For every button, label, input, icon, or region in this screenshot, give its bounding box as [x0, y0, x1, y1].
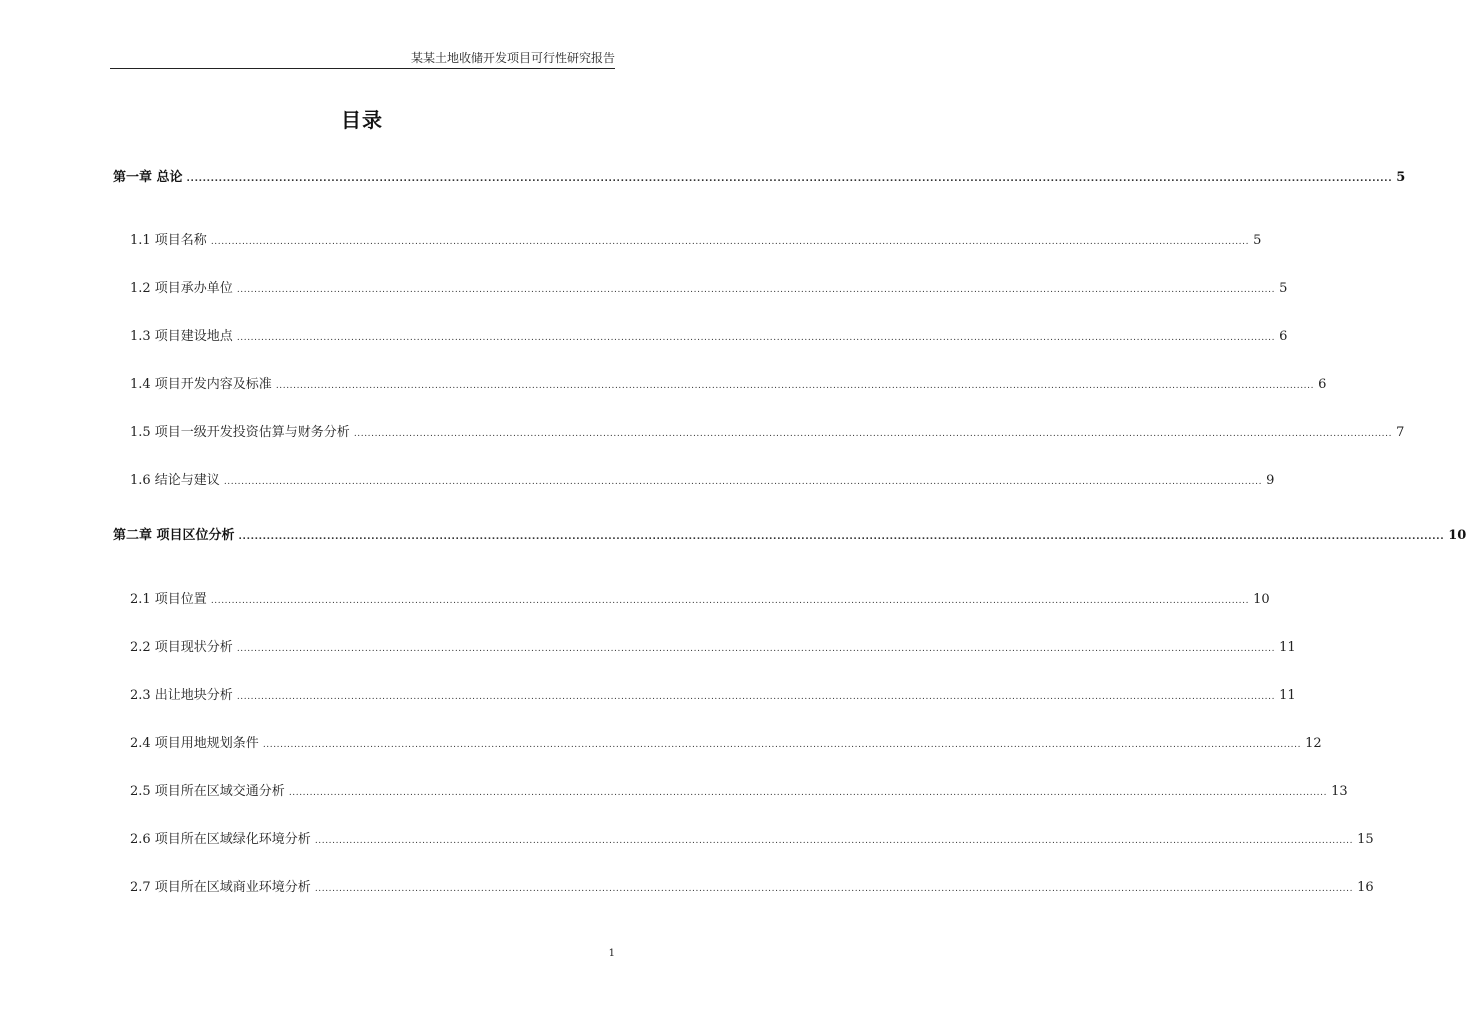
toc-leader-dots: ............................................................................................................................................................................................................................................................................................................ — [223, 477, 1263, 487]
toc-entry-page: 5 — [1253, 233, 1262, 248]
toc-entry-page: 9 — [1266, 473, 1275, 488]
toc-leader-dots: ............................................................................................................................................................................................................................................................................................................ — [288, 788, 1328, 798]
toc-entry-label: 2.1 项目位置 — [130, 592, 207, 607]
toc-entry-2-1[interactable] — [130, 590, 1270, 610]
toc-entry-1-2[interactable] — [130, 279, 1288, 299]
toc-entry-1-5[interactable] — [130, 423, 1405, 443]
toc-leader-dots: ............................................................................................................................................................................................................................................................................................................ — [236, 285, 1276, 295]
toc-entry-chapter-1[interactable] — [113, 168, 1406, 188]
toc-entry-2-2[interactable] — [130, 638, 1296, 658]
toc-leader-dots: ............................................................................................................................................................................................................................................................................................................ — [210, 237, 1250, 247]
toc-entry-page: 5 — [1396, 170, 1406, 185]
toc-leader-dots: ............................................................................................................................................................................................................................................................................................................ — [236, 644, 1276, 654]
toc-leader-dots: ............................................................................................................................................................................................................................................................................................................ — [353, 429, 1393, 439]
toc-entry-page: 12 — [1305, 736, 1322, 751]
toc-leader-dots: ............................................................................................................................................................................................................................................................................................................ — [314, 836, 1354, 846]
toc-leader-dots: ............................................................................................................................................................................................................................................................................................................ — [236, 333, 1276, 343]
toc-entry-page: 15 — [1357, 832, 1374, 847]
toc-leader-dots: ............................................................................................................................................................................................................................................................................................................ — [236, 692, 1276, 702]
toc-entry-label: 第一章 总论 — [113, 170, 183, 185]
toc-leader-dots: ............................................................................................................................................................................................................................................................................................................ — [210, 596, 1250, 606]
toc-leader-dots: ............................................................................................................................................................................................................................................................................................................ — [314, 884, 1354, 894]
toc-title: 目录 — [341, 108, 383, 132]
toc-entry-label: 2.7 项目所在区域商业环境分析 — [130, 880, 311, 895]
toc-entry-label: 1.1 项目名称 — [130, 233, 207, 248]
toc-entry-label: 2.4 项目用地规划条件 — [130, 736, 259, 751]
toc-entry-chapter-2[interactable] — [113, 526, 1466, 546]
page-number: 1 — [608, 948, 615, 959]
toc-entry-2-3[interactable] — [130, 686, 1296, 706]
toc-entry-label: 2.3 出让地块分析 — [130, 688, 233, 703]
toc-entry-page: 11 — [1279, 688, 1296, 703]
toc-entry-page: 6 — [1279, 329, 1288, 344]
toc-entry-page: 16 — [1357, 880, 1374, 895]
toc-entry-2-5[interactable] — [130, 782, 1348, 802]
toc-entry-page: 11 — [1279, 640, 1296, 655]
toc-entry-label: 1.5 项目一级开发投资估算与财务分析 — [130, 425, 350, 440]
toc-entry-1-4[interactable] — [130, 375, 1327, 395]
toc-entry-page: 5 — [1279, 281, 1288, 296]
toc-entry-2-6[interactable] — [130, 830, 1374, 850]
toc-entry-page: 13 — [1331, 784, 1348, 799]
toc-entry-label: 1.4 项目开发内容及标准 — [130, 377, 272, 392]
toc-entry-1-3[interactable] — [130, 327, 1288, 347]
toc-entry-1-1[interactable] — [130, 231, 1262, 251]
header-rule — [110, 68, 615, 69]
running-header: 某某土地收储开发项目可行性研究报告 — [410, 51, 615, 65]
toc-entry-2-4[interactable] — [130, 734, 1322, 754]
toc-entry-label: 1.2 项目承办单位 — [130, 281, 233, 296]
toc-entry-label: 2.5 项目所在区域交通分析 — [130, 784, 285, 799]
toc-entry-page: 10 — [1448, 528, 1466, 543]
toc-entry-page: 7 — [1396, 425, 1405, 440]
toc-entry-label: 第二章 项目区位分析 — [113, 528, 235, 543]
toc-entry-label: 2.2 项目现状分析 — [130, 640, 233, 655]
toc-entry-label: 1.6 结论与建议 — [130, 473, 220, 488]
toc-entry-label: 2.6 项目所在区域绿化环境分析 — [130, 832, 311, 847]
toc-entry-1-6[interactable] — [130, 471, 1275, 491]
toc-leader-dots: ............................................................................................................................................................................................................................................................................................................ — [262, 740, 1302, 750]
toc-entry-2-7[interactable] — [130, 878, 1374, 898]
toc-leader-dots: ............................................................................................................................................................................................................................................................................................................ — [238, 532, 1445, 542]
toc-leader-dots: ............................................................................................................................................................................................................................................................................................................ — [186, 174, 1393, 184]
toc-entry-page: 10 — [1253, 592, 1270, 607]
toc-entry-page: 6 — [1318, 377, 1327, 392]
toc-entry-label: 1.3 项目建设地点 — [130, 329, 233, 344]
toc-leader-dots: ............................................................................................................................................................................................................................................................................................................ — [275, 381, 1315, 391]
